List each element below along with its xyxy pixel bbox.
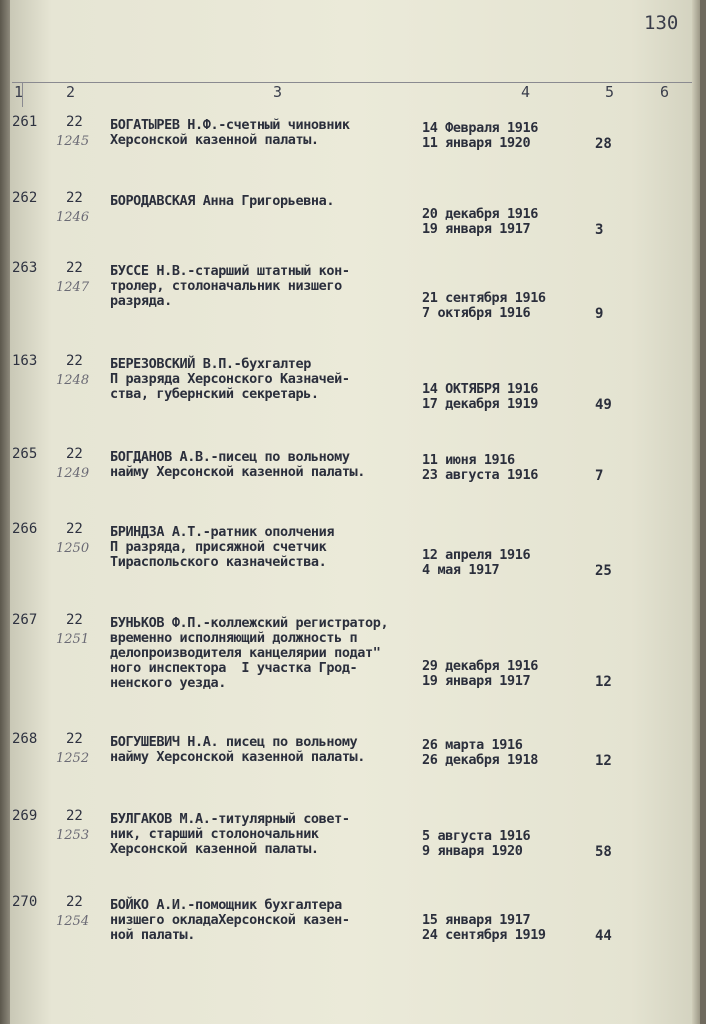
sheet-count: 28 — [595, 136, 612, 152]
start-date: 26 марта 1916 — [422, 737, 523, 753]
description-line: найму Херсонской казенной палаты. — [110, 464, 366, 480]
record-description — [110, 735, 440, 765]
start-date: 14 Февраля 1916 — [422, 120, 538, 136]
start-date: 11 июня 1916 — [422, 452, 515, 468]
description-line: БОЙКО А.И.-помощник бухгалтера — [110, 897, 342, 913]
row-number: 266 — [12, 521, 38, 537]
fund-number: 22 — [66, 521, 83, 537]
description-line: ник, старший столоночальник — [110, 826, 319, 842]
start-date: 15 января 1917 — [422, 912, 531, 928]
fund-number: 22 — [66, 612, 83, 628]
end-date: 19 января 1917 — [422, 221, 531, 237]
handwritten-inventory-number: 1246 — [56, 210, 90, 225]
sheet-count: 3 — [595, 222, 604, 238]
end-date: 24 сентября 1919 — [422, 927, 546, 943]
description-line: временно исполняющий должность п — [110, 630, 358, 646]
description-line: ства, губернский секретарь. — [110, 386, 319, 402]
sheet-count: 49 — [595, 397, 612, 413]
description-line: тролер, столоначальник низшего — [110, 278, 342, 294]
start-date: 5 августа 1916 — [422, 828, 531, 844]
description-line: БУЛГАКОВ М.А.-титулярный совет- — [110, 811, 350, 827]
col-header-6: 6 — [660, 83, 670, 101]
start-date: 21 сентября 1916 — [422, 290, 546, 306]
sheet-count: 9 — [595, 306, 604, 322]
fund-number: 22 — [66, 190, 83, 206]
end-date: 4 мая 1917 — [422, 562, 500, 578]
row-number: 163 — [12, 353, 38, 369]
end-date: 23 августа 1916 — [422, 467, 538, 483]
description-line: БРИНДЗА А.Т.-ратник ополчения — [110, 524, 335, 540]
fund-number: 22 — [66, 260, 83, 276]
fund-number: 22 — [66, 731, 83, 747]
description-line: БУССЕ Н.В.-старший штатный кон- — [110, 263, 350, 279]
handwritten-inventory-number: 1252 — [56, 751, 90, 766]
record-description — [110, 812, 440, 857]
start-date: 20 декабря 1916 — [422, 206, 538, 222]
row-number: 263 — [12, 260, 38, 276]
handwritten-inventory-number: 1249 — [56, 466, 90, 481]
record-description — [110, 898, 440, 943]
description-line: Херсонской казенной палаты. — [110, 132, 319, 148]
sheet-count: 7 — [595, 468, 604, 484]
page-number: 130 — [644, 12, 679, 34]
row-number: 268 — [12, 731, 38, 747]
end-date: 26 декабря 1918 — [422, 752, 538, 768]
description-line: БУНЬКОВ Ф.П.-коллежский регистратор, — [110, 615, 389, 631]
description-line: БОРОДАВСКАЯ Анна Григорьевна. — [110, 193, 335, 209]
description-line: найму Херсонской казенной палаты. — [110, 749, 366, 765]
row-number: 269 — [12, 808, 38, 824]
handwritten-inventory-number: 1245 — [56, 134, 90, 149]
row-number: 270 — [12, 894, 38, 910]
description-line: ной палаты. — [110, 927, 196, 943]
col-header-3: 3 — [273, 83, 283, 101]
binding-edge — [0, 0, 10, 1024]
fund-number: 22 — [66, 894, 83, 910]
end-date: 9 января 1920 — [422, 843, 523, 859]
handwritten-inventory-number: 1253 — [56, 828, 90, 843]
col-header-4: 4 — [521, 83, 531, 101]
sheet-count: 58 — [595, 844, 612, 860]
description-line: БОГУШЕВИЧ Н.А. писец по вольному — [110, 734, 358, 750]
fund-number: 22 — [66, 353, 83, 369]
start-date: 29 декабря 1916 — [422, 658, 538, 674]
fund-number: 22 — [66, 446, 83, 462]
col-header-2: 2 — [66, 83, 76, 101]
record-description — [110, 616, 440, 691]
description-line: делопроизводителя канцелярии подат" — [110, 645, 381, 661]
end-date: 11 января 1920 — [422, 135, 531, 151]
handwritten-inventory-number: 1251 — [56, 632, 90, 647]
record-description — [110, 264, 440, 309]
record-description — [110, 118, 440, 148]
record-description — [110, 450, 440, 480]
handwritten-inventory-number: 1247 — [56, 280, 90, 295]
description-line: БОГАТЫРЕВ Н.Ф.-счетный чиновник — [110, 117, 350, 133]
description-line: Херсонской казенной палаты. — [110, 841, 319, 857]
handwritten-inventory-number: 1250 — [56, 541, 90, 556]
fund-number: 22 — [66, 114, 83, 130]
page-right-edge — [692, 0, 700, 1024]
archive-page — [10, 0, 700, 1024]
description-line: БЕРЕЗОВСКИЙ В.П.-бухгалтер — [110, 356, 311, 372]
description-line: ненского уезда. — [110, 675, 226, 691]
col-header-5: 5 — [605, 83, 615, 101]
end-date: 19 января 1917 — [422, 673, 531, 689]
record-description — [110, 357, 440, 402]
end-date: 17 декабря 1919 — [422, 396, 538, 412]
record-description — [110, 194, 440, 209]
description-line: разряда. — [110, 293, 172, 309]
handwritten-inventory-number: 1248 — [56, 373, 90, 388]
start-date: 14 ОКТЯБРЯ 1916 — [422, 381, 538, 397]
row-number: 262 — [12, 190, 38, 206]
description-line: низшего окладаХерсонской казен- — [110, 912, 350, 928]
row-number: 265 — [12, 446, 38, 462]
row-number: 267 — [12, 612, 38, 628]
description-line: П разряда, присяжной счетчик — [110, 539, 327, 555]
end-date: 7 октября 1916 — [422, 305, 531, 321]
description-line: БОГДАНОВ А.В.-писец по вольному — [110, 449, 350, 465]
record-description — [110, 525, 440, 570]
description-line: П разряда Херсонского Казначей- — [110, 371, 350, 387]
description-line: Тираспольского казначейства. — [110, 554, 327, 570]
description-line: ного инспектора I участка Грод- — [110, 660, 358, 676]
sheet-count: 12 — [595, 674, 612, 690]
header-rule — [12, 82, 694, 83]
start-date: 12 апреля 1916 — [422, 547, 531, 563]
row-number: 261 — [12, 114, 38, 130]
sheet-count: 12 — [595, 753, 612, 769]
sheet-count: 25 — [595, 563, 612, 579]
fund-number: 22 — [66, 808, 83, 824]
col-header-1: 1 — [14, 83, 24, 101]
sheet-count: 44 — [595, 928, 612, 944]
handwritten-inventory-number: 1254 — [56, 914, 90, 929]
